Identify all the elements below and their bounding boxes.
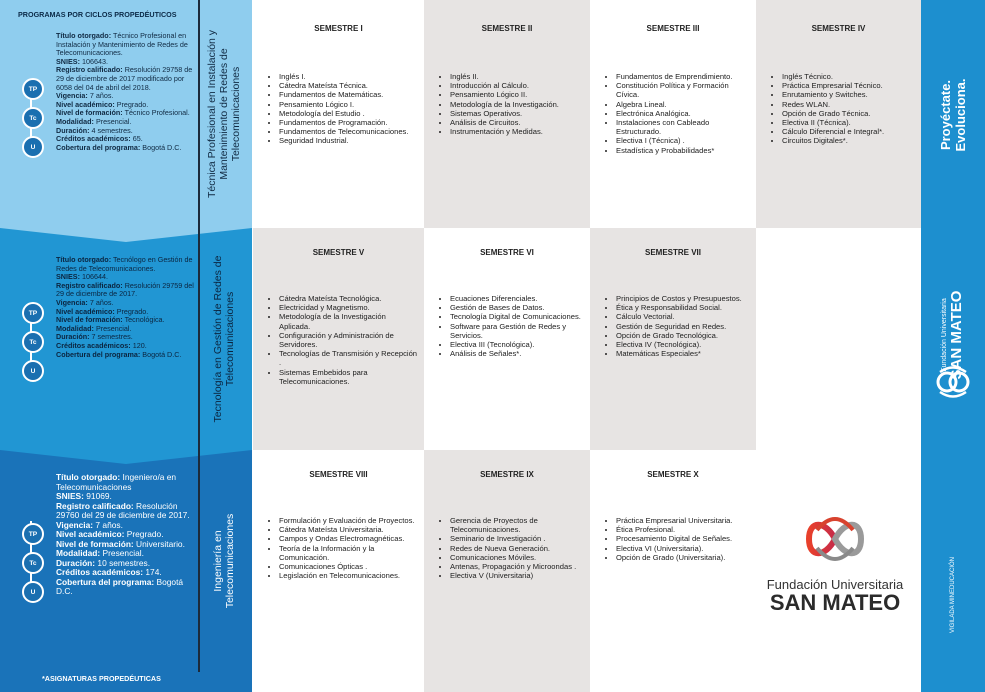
info-label: Duración: — [56, 557, 96, 568]
logo-line1: Fundación Universitaria — [766, 577, 904, 592]
info-value: Pregrado. — [116, 306, 149, 316]
slogan — [921, 0, 985, 230]
cycle-title-text: Técnica Profesional en Instalación y Mantenimiento de Redes de Telecomunicaciones — [206, 29, 242, 199]
semester-title: SEMESTRE VII — [644, 248, 701, 257]
semester-cell — [590, 0, 756, 228]
info-label: Créditos académicos: — [56, 340, 131, 350]
course-item: • Electiva IV (Tecnológica). — [616, 340, 750, 349]
course-list — [271, 294, 418, 386]
course-list — [442, 516, 584, 580]
cycle-title-technical — [198, 0, 250, 228]
course-item: • Sistemas Operativos. — [450, 109, 584, 118]
course-item: • Cálculo Diferencial e Integral*. — [782, 127, 915, 136]
info-value: 120. — [132, 340, 147, 350]
semester-cell — [590, 228, 756, 450]
course-item: • Circuitos Digitales*. — [782, 136, 915, 145]
info-label: SNIES: — [56, 491, 84, 501]
main-logo — [760, 510, 910, 620]
info-label: SNIES: — [56, 56, 80, 66]
cycle-title-text: Ingeniería en Telecomunicaciones — [212, 513, 236, 609]
course-item: • Cátedra Mateísta Tecnológica. — [279, 294, 418, 303]
semester-cell — [756, 0, 921, 228]
info-label: Vigencia: — [56, 91, 88, 101]
course-item: • Introducción al Cálculo. — [450, 81, 584, 90]
info-value: Bogotá D.C. — [142, 142, 182, 152]
course-item: • Sistemas Embebidos para Telecomunicaciones. — [279, 368, 418, 386]
course-item: • Metodología de la Investigación. — [450, 100, 584, 109]
info-value: 106644. — [81, 272, 108, 282]
course-item: • Antenas, Propagación y Microondas . — [450, 562, 584, 571]
footnote: *ASIGNATURAS PROPEDÉUTICAS — [42, 674, 161, 683]
course-item: • Tecnología Digital de Comunicaciones. — [450, 312, 584, 321]
course-item: • Práctica Empresarial Universitaria. — [616, 516, 750, 525]
badge-tc: Tc — [22, 107, 44, 129]
info-label: Título otorgado: — [56, 31, 112, 40]
info-value: 7 semestres. — [91, 332, 133, 342]
info-value: 106643. — [81, 56, 108, 66]
program-info-technological — [56, 256, 196, 359]
course-item: • Teoría de la Información y la Comunicación. — [279, 544, 418, 562]
course-item: • Tecnologías de Transmisión y Recepción . — [279, 349, 418, 367]
info-value: Resolución 29759 del 29 de diciembre de 2017. — [56, 280, 194, 299]
course-item: • Metodología de la Investigación Aplicada. — [279, 312, 418, 330]
info-line — [56, 578, 192, 597]
info-label: Registro calificado: — [56, 280, 123, 290]
semester-title: SEMESTRE IV — [811, 24, 866, 33]
course-item: • Redes de Nueva Generación. — [450, 544, 584, 553]
info-label: Duración: — [56, 125, 90, 135]
empty-cell — [756, 228, 921, 450]
course-item: • Gerencia de Proyectos de Telecomunicaciones. — [450, 516, 584, 534]
info-line — [56, 351, 196, 360]
course-item: • Gestión de Seguridad en Redes. — [616, 322, 750, 331]
info-value: Tecnólogo en Gestión de Redes de Telecomunicaciones. — [56, 255, 193, 273]
info-label: Vigencia: — [56, 297, 88, 307]
course-item: • Gestión de Bases de Datos. — [450, 303, 584, 312]
course-list — [774, 72, 915, 146]
semester-cell — [590, 450, 756, 692]
info-value: Técnico Profesional. — [124, 108, 190, 118]
course-item: • Inglés I. — [279, 72, 418, 81]
info-value: Pregrado. — [126, 529, 164, 539]
program-label: PROGRAMAS POR CICLOS PROPEDÉUTICOS — [18, 10, 177, 19]
course-item: • Legislación en Telecomunicaciones. — [279, 571, 418, 580]
info-value: 4 semestres. — [91, 125, 133, 135]
info-label: Cobertura del programa: — [56, 576, 155, 587]
info-label: Nivel de formación: — [56, 315, 123, 325]
info-label: SNIES: — [56, 272, 80, 282]
info-label: Modalidad: — [56, 548, 101, 558]
semester-title: SEMESTRE IX — [480, 470, 534, 479]
semester-title: SEMESTRE V — [312, 248, 365, 257]
course-list — [271, 516, 418, 580]
course-item: • Redes WLAN. — [782, 100, 915, 109]
course-list — [442, 294, 584, 358]
info-label: Vigencia: — [56, 519, 94, 530]
badge-tc: Tc — [22, 552, 44, 574]
badge-u: U — [22, 581, 44, 603]
course-item: • Principios de Costos y Presupuestos. — [616, 294, 750, 303]
course-item: • Software para Gestión de Redes y Servicios. — [450, 322, 584, 340]
info-value: 65. — [132, 134, 143, 144]
course-list — [608, 516, 750, 562]
info-value: 174. — [145, 567, 162, 577]
course-list — [271, 72, 418, 146]
course-item: • Comunicaciones Móviles. — [450, 553, 584, 562]
course-item: • Matemáticas Especiales* — [616, 349, 750, 358]
info-line — [56, 32, 196, 58]
info-value: Universitario. — [136, 538, 185, 549]
info-label: Cobertura del programa: — [56, 142, 141, 152]
program-info-technical — [56, 32, 196, 152]
info-label: Registro calificado: — [56, 65, 123, 75]
program-info-engineering — [56, 473, 192, 597]
badge-tp: TP — [22, 78, 44, 100]
course-item: • Práctica Empresarial Técnico. — [782, 81, 915, 90]
course-list — [442, 72, 584, 136]
info-label: Nivel académico: — [56, 529, 125, 539]
course-item: • Ecuaciones Diferenciales. — [450, 294, 584, 303]
badge-tc: Tc — [22, 331, 44, 353]
info-value: Presencial. — [95, 323, 132, 333]
info-value: 7 años. — [89, 297, 114, 307]
info-label: Título otorgado: — [56, 255, 112, 264]
course-item: • Constitución Política y Formación Cívica. — [616, 81, 750, 99]
course-item: • Instalaciones con Cableado Estructurado. — [616, 118, 750, 136]
course-item: • Seminario de Investigación . — [450, 534, 584, 543]
info-value: Pregrado. — [116, 99, 149, 109]
info-value: 10 semestres. — [97, 557, 151, 568]
info-label: Modalidad: — [56, 116, 94, 126]
side-emblem-icon — [934, 363, 972, 401]
cycle-title-technological — [198, 228, 250, 450]
course-item: • Pensamiento Lógico I. — [279, 100, 418, 109]
badge-tp: TP — [22, 523, 44, 545]
level-badges — [22, 523, 44, 610]
course-item: • Cátedra Mateísta Técnica. — [279, 81, 418, 90]
course-item: • Formulación y Evaluación de Proyectos. — [279, 516, 418, 525]
info-label: Título otorgado: — [56, 472, 121, 482]
course-item: • Opción de Grado Técnica. — [782, 109, 915, 118]
info-value: Resolución 29760 del 29 de diciembre de 2017. — [56, 500, 190, 520]
info-label: Registro calificado: — [56, 500, 134, 511]
course-item: • Pensamiento Lógico II. — [450, 90, 584, 99]
semester-cell — [253, 0, 424, 228]
semester-title: SEMESTRE X — [647, 470, 699, 479]
info-value: Resolución 29758 de 29 de diciembre de 2017 modificado por 6058 del 04 de abril del 2018. — [56, 65, 193, 92]
info-label: Duración: — [56, 332, 90, 342]
semester-cell — [253, 450, 424, 692]
info-value: Tecnológica. — [124, 315, 165, 325]
info-label: Modalidad: — [56, 323, 94, 333]
badge-u: U — [22, 360, 44, 382]
course-item: • Fundamentos de Programación. — [279, 118, 418, 127]
info-label: Créditos académicos: — [56, 567, 144, 577]
course-item: • Comunicaciones Ópticas . — [279, 562, 418, 571]
san-mateo-emblem-icon — [805, 510, 865, 568]
course-item: • Enrutamiento y Switches. — [782, 90, 915, 99]
vigilada-label — [921, 520, 985, 670]
course-item: • Fundamentos de Matemáticas. — [279, 90, 418, 99]
info-label: Nivel de formación: — [56, 108, 123, 118]
info-value: Bogotá D.C. — [56, 576, 184, 596]
info-value: Presencial. — [95, 116, 132, 126]
course-item: • Ética Profesional. — [616, 525, 750, 534]
info-line — [56, 473, 192, 492]
level-badges — [22, 78, 44, 165]
course-item: • Electiva II (Técnica). — [782, 118, 915, 127]
badge-u: U — [22, 136, 44, 158]
info-value: 7 años. — [95, 519, 123, 530]
course-item: • Procesamiento Digital de Señales. — [616, 534, 750, 543]
semester-title: SEMESTRE I — [314, 24, 363, 33]
side-brand-small: Fundación Universitaria — [941, 298, 948, 372]
course-item: • Configuración y Administración de Servidores. — [279, 331, 418, 349]
info-line — [56, 282, 196, 299]
logo-line2: SAN MATEO — [769, 590, 901, 615]
info-label: Cobertura del programa: — [56, 349, 141, 359]
course-item: • Cálculo Vectorial. — [616, 312, 750, 321]
course-item: • Instrumentación y Medidas. — [450, 127, 584, 136]
course-item: • Electiva III (Tecnológica). — [450, 340, 584, 349]
info-value: Técnico Profesional en Instalación y Mantenimiento de Redes de Telecomunicaciones. — [56, 31, 188, 58]
course-item: • Opción de Grado Tecnológica. — [616, 331, 750, 340]
semester-title: SEMESTRE III — [646, 24, 700, 33]
course-item: • Electiva VI (Universitaria). — [616, 544, 750, 553]
semester-cell — [424, 450, 590, 692]
info-line — [56, 66, 196, 92]
course-item: • Algebra Lineal. — [616, 100, 750, 109]
info-value: 7 años. — [89, 91, 114, 101]
course-item: • Opción de Grado (Universitaria). — [616, 553, 750, 562]
course-item: • Análisis de Circuitos. — [450, 118, 584, 127]
course-item: • Metodología del Estudio . — [279, 109, 418, 118]
semester-cell — [424, 0, 590, 228]
course-item: • Ética y Responsabilidad Social. — [616, 303, 750, 312]
slogan-line2: Evoluciona. — [953, 78, 968, 152]
info-value: Bogotá D.C. — [142, 349, 182, 359]
course-item: • Fundamentos de Emprendimiento. — [616, 72, 750, 81]
info-label: Créditos académicos: — [56, 134, 131, 144]
info-value: 91069. — [86, 491, 112, 501]
info-value: Ingeniero/a en Telecomunicaciones — [56, 472, 177, 492]
info-label: Nivel académico: — [56, 306, 115, 316]
cycle-title-engineering — [198, 450, 250, 672]
badge-tp: TP — [22, 302, 44, 324]
course-item: • Estadística y Probabilidades* — [616, 146, 750, 155]
info-value: Presencial. — [102, 548, 144, 558]
course-list — [608, 294, 750, 358]
semester-title: SEMESTRE II — [481, 24, 533, 33]
slogan-text — [938, 79, 968, 152]
course-item: • Electrónica Analógica. — [616, 109, 750, 118]
course-item: • Fundamentos de Telecomunicaciones. — [279, 127, 418, 136]
info-label: Nivel de formación: — [56, 538, 134, 549]
course-item: • Análisis de Señales*. — [450, 349, 584, 358]
course-item: • Inglés II. — [450, 72, 584, 81]
semester-cell — [253, 228, 424, 450]
course-item: • Seguridad Industrial. — [279, 136, 418, 145]
level-badges — [22, 302, 44, 389]
semester-cell — [424, 228, 590, 450]
info-line — [56, 502, 192, 521]
side-brand-big: SAN MATEO — [948, 290, 965, 380]
info-line — [56, 256, 196, 273]
semester-title: SEMESTRE VIII — [309, 470, 368, 479]
course-list — [608, 72, 750, 155]
semester-title: SEMESTRE VI — [480, 248, 534, 257]
slogan-line1: Proyéctate. — [938, 79, 953, 151]
course-item: • Cátedra Mateísta Universitaria. — [279, 525, 418, 534]
vigilada-text: VIGILADA MINEDUCACIÓN — [950, 556, 956, 634]
info-line — [56, 144, 196, 153]
course-item: • Electricidad y Magnetismo. — [279, 303, 418, 312]
course-item: • Inglés Técnico. — [782, 72, 915, 81]
info-label: Nivel académico: — [56, 99, 115, 109]
course-item: • Electiva V (Universitaria) — [450, 571, 584, 580]
cycle-title-text: Tecnología en Gestión de Redes de Telecomunicaciones — [212, 255, 236, 423]
course-item: • Campos y Ondas Electromagnéticas. — [279, 534, 418, 543]
course-item: • Electiva I (Técnica) . — [616, 136, 750, 145]
